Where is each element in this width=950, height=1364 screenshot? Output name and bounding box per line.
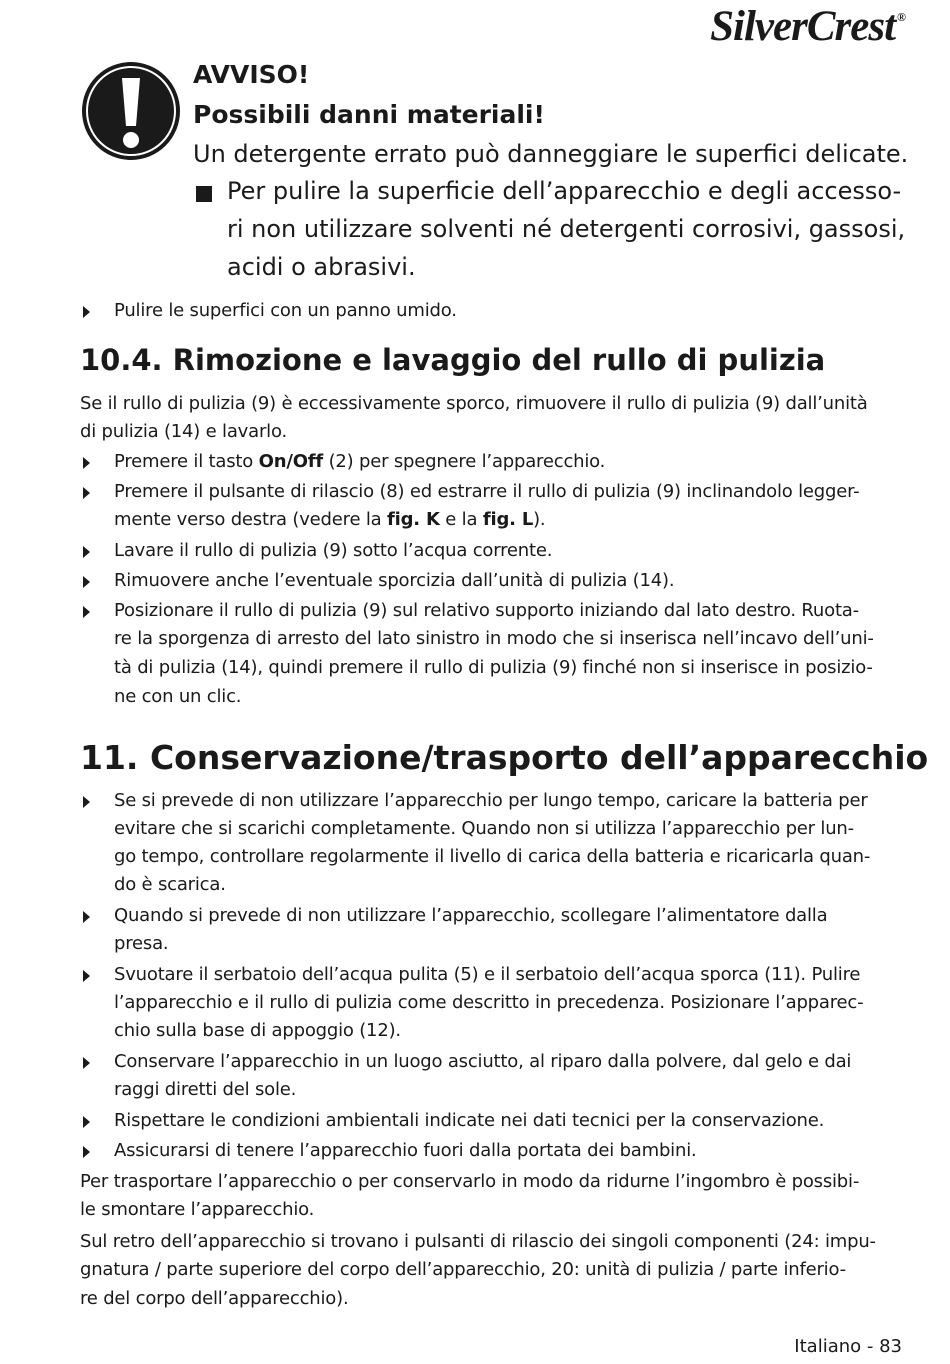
bullet-line: Se si prevede di non utilizzare l’apparecchio per lungo tempo, caricare la batteria per xyxy=(114,790,868,811)
arrow-bullet-icon xyxy=(83,576,90,588)
step-clean-surface: Pulire le superfici con un panno umido. xyxy=(114,300,457,321)
warning-text: Un detergente errato può danneggiare le superfici delicate. xyxy=(193,140,909,168)
step-remove-dirt: Rimuovere anche l’eventuale sporcizia dall’unità di pulizia (14). xyxy=(114,570,675,591)
arrow-bullet-icon xyxy=(83,911,90,923)
bullet-line: go tempo, controllare regolarmente il livello di carica della batteria e ricaricarla quan- xyxy=(114,846,871,867)
paragraph-line: le smontare l’apparecchio. xyxy=(80,1199,315,1220)
brand-logo xyxy=(710,2,905,51)
arrow-bullet-icon xyxy=(83,546,90,558)
step-release-line xyxy=(114,509,545,530)
arrow-bullet-icon xyxy=(83,970,90,982)
step-text: (2) per spegnere l’apparecchio. xyxy=(323,451,606,472)
bullet-line: Assicurarsi di tenere l’apparecchio fuori dalla portata dei bambini. xyxy=(114,1140,697,1161)
square-bullet-icon xyxy=(196,186,212,202)
intro-line: Se il rullo di pulizia (9) è eccessivamente sporco, rimuovere il rullo di pulizia (9) dall’unità xyxy=(80,393,868,414)
on-off-label: On/Off xyxy=(258,451,324,472)
step-text: e la xyxy=(439,509,483,530)
warning-subtitle: Possibili danni materiali! xyxy=(193,100,545,129)
bullet-line: chio sulla base di appoggio (12). xyxy=(114,1020,401,1041)
warning-item-line: Per pulire la superficie dell’apparecchio e degli accesso- xyxy=(227,177,902,205)
arrow-bullet-icon xyxy=(83,796,90,808)
arrow-bullet-icon xyxy=(83,606,90,618)
warning-item-line: ri non utilizzare solventi né detergenti corrosivi, gassosi, xyxy=(227,215,906,243)
arrow-bullet-icon xyxy=(83,457,90,469)
warning-item-line: acidi o abrasivi. xyxy=(227,253,416,281)
section-heading-10-4: 10.4. Rimozione e lavaggio del rullo di pulizia xyxy=(80,343,826,377)
bullet-line: do è scarica. xyxy=(114,874,226,895)
fig-k-ref: fig. K xyxy=(387,509,440,530)
exclamation-circle-icon xyxy=(80,60,182,162)
intro-line: di pulizia (14) e lavarlo. xyxy=(80,421,287,442)
paragraph-line: gnatura / parte superiore del corpo dell’apparecchio, 20: unità di pulizia / parte inferio- xyxy=(80,1259,846,1280)
arrow-bullet-icon xyxy=(83,1116,90,1128)
page-number: Italiano - 83 xyxy=(794,1336,902,1357)
step-wash: Lavare il rullo di pulizia (9) sotto l’acqua corrente. xyxy=(114,540,553,561)
step-reposition-line: tà di pulizia (14), quindi premere il rullo di pulizia (9) finché non si inserisce in posizio- xyxy=(114,657,873,678)
registered-mark: ® xyxy=(897,10,905,24)
fig-l-ref: fig. L xyxy=(482,509,534,530)
bullet-line: raggi diretti del sole. xyxy=(114,1079,297,1100)
step-reposition-line: ne con un clic. xyxy=(114,686,242,707)
step-reposition-line: re la sporgenza di arresto del lato sinistro in modo che si inserisca nell’incavo dell’uni- xyxy=(114,628,874,649)
step-text: ). xyxy=(533,509,546,530)
arrow-bullet-icon xyxy=(83,1146,90,1158)
bullet-line: Quando si prevede di non utilizzare l’apparecchio, scollegare l’alimentatore dalla xyxy=(114,905,828,926)
section-heading-11: 11. Conservazione/trasporto dell’apparecchio xyxy=(80,738,929,777)
arrow-bullet-icon xyxy=(83,487,90,499)
step-reposition-line: Posizionare il rullo di pulizia (9) sul relativo supporto iniziando dal lato destro. Ruota- xyxy=(114,600,859,621)
step-release-line: Premere il pulsante di rilascio (8) ed estrarre il rullo di pulizia (9) inclinandolo legger- xyxy=(114,481,860,502)
warning-title: AVVISO! xyxy=(193,60,310,89)
step-power-off xyxy=(114,451,605,472)
paragraph-line: re del corpo dell’apparecchio). xyxy=(80,1288,349,1309)
step-text: mente verso destra (vedere la xyxy=(114,509,388,530)
step-text: Premere il tasto xyxy=(114,451,259,472)
bullet-line: Svuotare il serbatoio dell’acqua pulita (5) e il serbatoio dell’acqua sporca (11). Pulire xyxy=(114,964,861,985)
brand-logo-text: SilverCrest xyxy=(710,3,896,50)
arrow-bullet-icon xyxy=(83,1057,90,1069)
paragraph-line: Sul retro dell’apparecchio si trovano i pulsanti di rilascio dei singoli componenti (24: impu- xyxy=(80,1231,876,1252)
arrow-bullet-icon xyxy=(83,306,90,318)
bullet-line: evitare che si scarichi completamente. Quando non si utilizza l’apparecchio per lun- xyxy=(114,818,854,839)
paragraph-line: Per trasportare l’apparecchio o per conservarlo in modo da ridurne l’ingombro è possibi- xyxy=(80,1171,860,1192)
bullet-line: l’apparecchio e il rullo di pulizia come descritto in precedenza. Posizionare l’apparec- xyxy=(114,992,864,1013)
bullet-line: Conservare l’apparecchio in un luogo asciutto, al riparo dalla polvere, dal gelo e dai xyxy=(114,1051,852,1072)
bullet-line: presa. xyxy=(114,933,169,954)
bullet-line: Rispettare le condizioni ambientali indicate nei dati tecnici per la conservazione. xyxy=(114,1110,825,1131)
